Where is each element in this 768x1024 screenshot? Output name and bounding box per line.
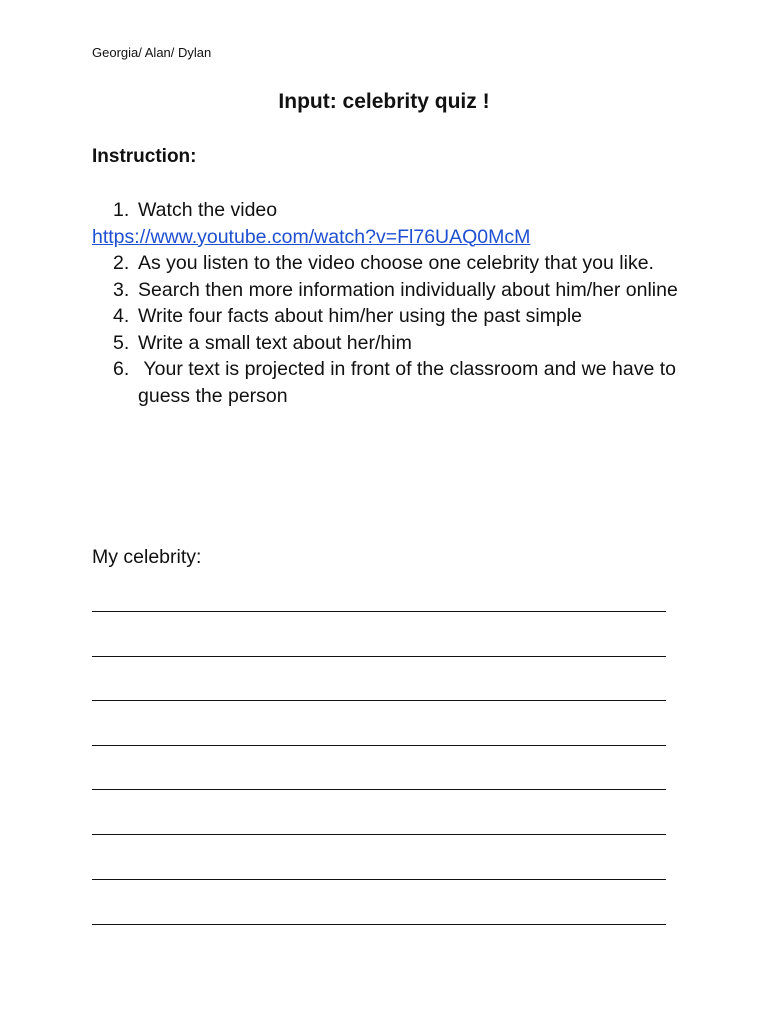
authors-line: Georgia/ Alan/ Dylan	[92, 45, 212, 60]
answer-line[interactable]	[92, 611, 666, 612]
list-item-text: Watch the video	[138, 199, 278, 221]
list-item-text: Search then more information individually about him/her online	[138, 278, 678, 301]
list-item-text: Write four facts about him/her using the past simple	[138, 305, 583, 327]
answer-line[interactable]	[92, 656, 666, 657]
my-celebrity-label: My celebrity:	[92, 546, 202, 568]
list-item-number: 6.	[113, 358, 130, 380]
answer-line[interactable]	[92, 700, 666, 701]
instruction-heading: Instruction:	[92, 146, 197, 167]
list-item-number: 2.	[113, 252, 130, 274]
list-item-number: 3.	[113, 278, 130, 301]
list-item	[0, 277, 678, 304]
answer-line[interactable]	[92, 789, 666, 790]
list-item	[0, 330, 678, 357]
list-item-text: As you listen to the video choose one celebrity that you like.	[138, 252, 654, 274]
page-title: Input: celebrity quiz !	[278, 90, 490, 113]
list-item	[0, 356, 682, 409]
answer-line[interactable]	[92, 924, 666, 925]
answer-line[interactable]	[92, 879, 666, 880]
list-item-text: Write a small text about her/him	[138, 331, 412, 354]
answer-line[interactable]	[92, 834, 666, 835]
list-item	[0, 197, 678, 224]
list-item	[0, 250, 678, 277]
video-link-line	[0, 224, 768, 251]
answer-line[interactable]	[92, 745, 666, 746]
list-item-number: 4.	[113, 305, 130, 327]
list-item-number: 5.	[113, 331, 130, 354]
instruction-list	[0, 197, 768, 409]
list-item-number: 1.	[113, 199, 130, 221]
video-link[interactable]: https://www.youtube.com/watch?v=Fl76UAQ0McM	[92, 225, 531, 248]
list-item	[0, 303, 678, 330]
list-item-text: Your text is projected in front of the classroom and we have to guess the person	[138, 358, 682, 407]
